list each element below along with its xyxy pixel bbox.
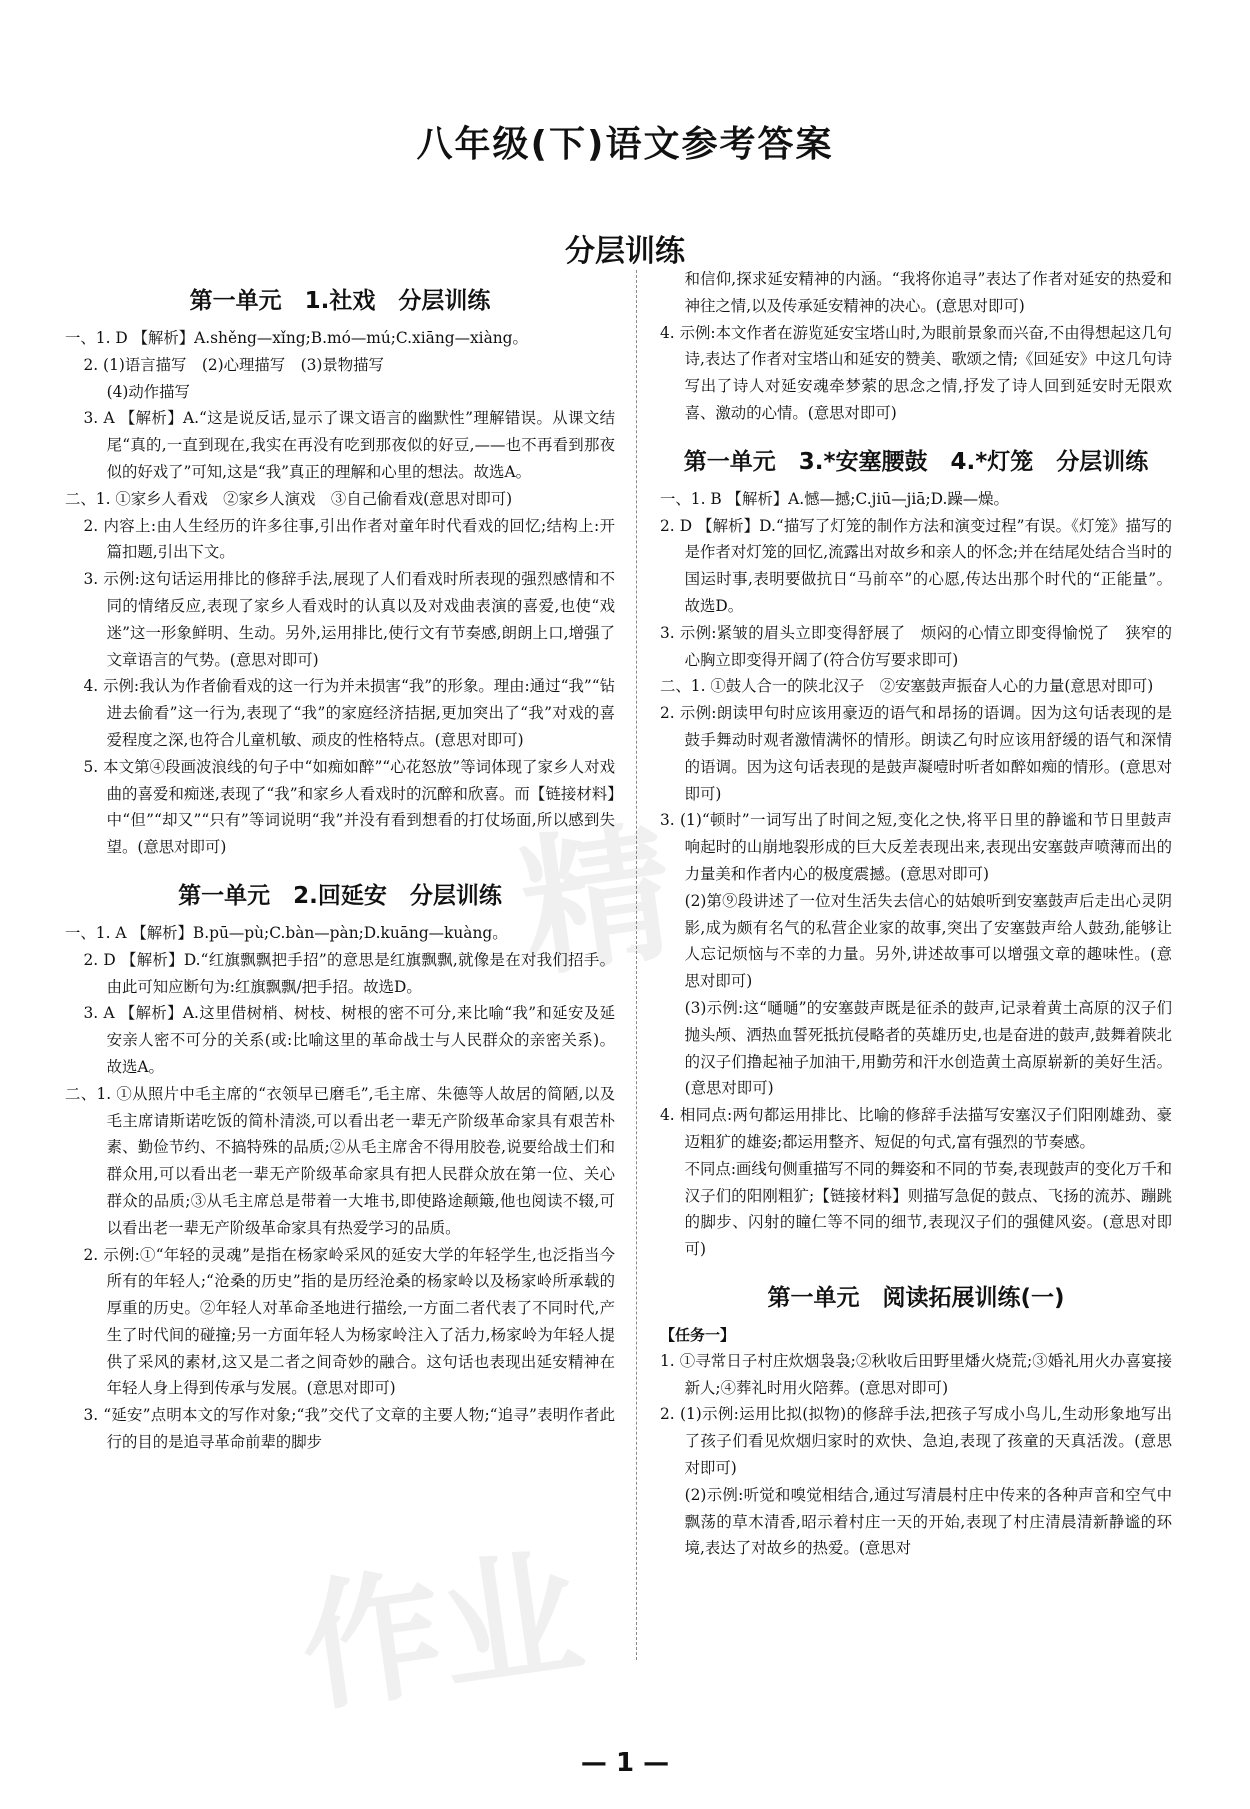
answer-paragraph: 3. “延安”点明本文的写作对象;“我”交代了文章的主要人物;“追寻”表明作者此行的目的是追寻革命前辈的脚步 — [83, 1406, 615, 1452]
answer-paragraph: 一、1. B 【解析】A.憾—撼;C.jiū—jiā;D.躁—燥。 — [660, 489, 1009, 508]
watermark-glyph: 作业 — [291, 1532, 592, 1733]
answer-paragraph: 3. 示例:紧皱的眉头立即变得舒展了 烦闷的心情立即变得愉悦了 狭窄的心胸立即变得开阔了(符合仿写要求即可) — [660, 623, 1172, 669]
answer-paragraph: 3. (1)“顿时”一词写出了时间之短,变化之快,将平日里的静谧和节日里鼓声响起时的山崩地裂形成的巨大反差表现出来,表现出安塞鼓声喷薄而出的力量美和作者内心的极度震撼。(意思对即可) — [660, 811, 1172, 883]
answer-paragraph: 5. 本文第④段画波浪线的句子中“如痴如醉”“心花怒放”等词体现了家乡人对戏曲的喜爱和痴迷,表现了“我”和家乡人看戏时的沉醉和欣喜。而【链接材料】中“但”“却又”“只有”等词说明“我”并没有看到想看的打仗场面,所以感到失望。(意思对即可) — [83, 757, 615, 857]
answer-paragraph: 4. 示例:我认为作者偷看戏的这一行为并未损害“我”的形象。理由:通过“我”“钻进去偷看”这一行为,表现了“我”的家庭经济拮据,更加突出了“我”对戏的喜爱程度之深,也符合儿童机敏、顽皮的性格特点。(意思对即可) — [83, 677, 615, 749]
answer-paragraph: 4. 相同点:两句都运用排比、比喻的修辞手法描写安塞汉子们阳刚雄劲、豪迈粗犷的雄姿;都运用整齐、短促的句式,富有强烈的节奏感。 — [660, 1106, 1172, 1151]
answer-paragraph: 2. 内容上:由人生经历的许多往事,引出作者对童年时代看戏的回忆;结构上:开篇扣题,引出下文。 — [83, 516, 615, 562]
answer-paragraph: 4. 示例:本文作者在游览延安宝塔山时,为眼前景象而兴奋,不由得想起这几句诗,表达了作者对宝塔山和延安的赞美、歌颂之情;《回延安》中这几句诗写出了诗人对延安魂牵梦萦的思念之情,抒发了诗人回到延安时无限欢喜、激动的心情。(意思对即可) — [660, 323, 1172, 422]
page-number: — 1 — — [580, 1748, 670, 1778]
column-divider — [636, 270, 637, 1660]
answer-paragraph: 和信仰,探求延安精神的内涵。“我将你追寻”表达了作者对延安的热爱和神往之情,以及传承延安精神的决心。(意思对即可) — [684, 270, 1172, 315]
unit-heading: 第一单元 阅读拓展训练(一) — [767, 1284, 1065, 1311]
answer-paragraph: 2. D 【解析】D.“描写了灯笼的制作方法和演变过程”有误。《灯笼》描写的是作者对灯笼的回忆,流露出对故乡和亲人的怀念;并在结尾处结合当时的国运时事,表明要做抗日“马前卒”的心愿,传达出那个时代的“正能量”。故选D。 — [660, 516, 1172, 615]
answer-paragraph: 二、1. ①鼓人合一的陕北汉子 ②安塞鼓声振奋人心的力量(意思对即可) — [660, 677, 1154, 696]
section-title: 分层训练 — [565, 234, 685, 269]
unit-heading: 第一单元 1.社戏 分层训练 — [189, 288, 491, 314]
answer-paragraph: 3. 示例:这句话运用排比的修辞手法,展现了人们看戏时所表现的强烈感情和不同的情绪反应,表现了家乡人看戏时的认真以及对戏曲表演的喜爱,也使“戏迷”这一形象鲜明、生动。另外,运用排比,使行文有节奏感,朗朗上口,增强了文章语言的气势。(意思对即可) — [83, 570, 615, 669]
left-column — [65, 266, 615, 1456]
unit-heading: 第一单元 2.回延安 分层训练 — [178, 882, 502, 909]
answer-paragraph: 3. A 【解析】A.“这是说反话,显示了课文语言的幽默性”理解错误。从课文结尾“真的,一直到现在,我实在再没有吃到那夜似的好豆,——也不再看到那夜似的好戏了”可知,这是“我”真正的理解和心里的想法。故选A。 — [83, 409, 615, 481]
answer-paragraph: (4)动作描写 — [106, 382, 190, 401]
answer-paragraph: 2. (1)语言描写 (2)心理描写 (3)景物描写 — [83, 355, 384, 374]
answer-paragraph: 二、1. ①从照片中毛主席的“衣领早已磨毛”,毛主席、朱德等人故居的简陋,以及毛主席请斯诺吃饭的简朴清淡,可以看出老一辈无产阶级革命家具有艰苦朴素、勤俭节约、不搞特殊的品质;②从毛主席舍不得用胶卷,说要给战士们和群众用,可以看出老一辈无产阶级革命家具有把人民群众放在第一位、关心群众的品质;③从毛主席总是带着一大堆书,即使路途颠簸,他也阅读不辍,可以看出老一辈无产阶级革命家具有热爱学习的品质。 — [65, 1084, 615, 1237]
answer-paragraph: 二、1. ①家乡人看戏 ②家乡人演戏 ③自己偷看戏(意思对即可) — [65, 489, 513, 508]
task-label: 【任务一】 — [660, 1325, 736, 1344]
answer-paragraph: 3. A 【解析】A.这里借树梢、树枝、树根的密不可分,来比喻“我”和延安及延安亲人密不可分的关系(或:比喻这里的革命战士与人民群众的亲密关系)。故选A。 — [83, 1004, 615, 1076]
watermark-glyph: 精 — [510, 805, 684, 999]
answer-paragraph: (2)第⑨段讲述了一位对生活失去信心的姑娘听到安塞鼓声后走出心灵阴影,成为颇有名气的私营企业家的故事,突出了安塞鼓声给人鼓劲,能够让人忘记烦恼与不幸的力量。另外,讲述故事可以增强文章的趣味性。(意思对即可) — [684, 891, 1172, 991]
answer-paragraph: 一、1. A 【解析】B.pū—pù;C.bàn—pàn;D.kuāng—kuàng。 — [65, 923, 508, 942]
answer-paragraph: 1. ①寻常日子村庄炊烟袅袅;②秋收后田野里燔火烧荒;③婚礼用火办喜宴接新人;④葬礼时用火陪葬。(意思对即可) — [660, 1351, 1172, 1397]
answer-paragraph: 不同点:画线句侧重描写不同的舞姿和不同的节奏,表现鼓声的变化万千和汉子们的阳刚粗犷;【链接材料】则描写急促的鼓点、飞扬的流苏、蹦跳的脚步、闪射的瞳仁等不同的细节,表现汉子们的强健风姿。(意思对即可) — [684, 1159, 1172, 1259]
unit-heading: 第一单元 3.*安塞腰鼓 4.*灯笼 分层训练 — [683, 448, 1149, 475]
answer-paragraph: 2. (1)示例:运用比拟(拟物)的修辞手法,把孩子写成小鸟儿,生动形象地写出了孩子们看见炊烟归家时的欢快、急迫,表现了孩童的天真活泼。(意思对即可) — [660, 1405, 1172, 1478]
answer-paragraph: (3)示例:这“嗵嗵”的安塞鼓声既是征杀的鼓声,记录着黄土高原的汉子们抛头颅、洒热血誓死抵抗侵略者的英雄历史,也是奋进的鼓声,鼓舞着陕北的汉子们撸起袖子加油干,用勤劳和汗水创造黄土高原崭新的美好生活。(意思对即可) — [684, 998, 1172, 1098]
answer-paragraph: 2. D 【解析】D.“红旗飘飘把手招”的意思是红旗飘飘,就像是在对我们招手。由此可知应断句为:红旗飘飘/把手招。故选D。 — [83, 950, 615, 996]
page-title: 八年级(下)语文参考答案 — [416, 124, 834, 165]
answer-paragraph: 一、1. D 【解析】A.shěng—xǐng;B.mó—mú;C.xiāng—xiàng。 — [65, 329, 528, 347]
right-column — [660, 266, 1172, 1562]
answer-paragraph: 2. 示例:①“年轻的灵魂”是指在杨家岭采风的延安大学的年轻学生,也泛指当今所有的年轻人;“沧桑的历史”指的是历经沧桑的杨家岭以及杨家岭所承载的厚重的历史。②年轻人对革命圣地进行描绘,一方面二者代表了不同时代,产生了时代间的碰撞;另一方面年轻人为杨家岭注入了活力,杨家岭为年轻人提供了采风的素材,这又是二者之间奇妙的融合。这句话也表现出延安精神在年轻人身上得到传承与发展。(意思对即可) — [83, 1245, 615, 1398]
answer-paragraph: 2. 示例:朗读甲句时应该用豪迈的语气和昂扬的语调。因为这句话表现的是鼓手舞动时观者激情满怀的情形。朗读乙句时应该用舒缓的语气和深情的语调。因为这句话表现的是鼓声凝噎时听者如醉如痴的情形。(意思对即可) — [660, 704, 1172, 803]
answer-paragraph: (2)示例:听觉和嗅觉相结合,通过写清晨村庄中传来的各种声音和空气中飘荡的草木清香,昭示着村庄一天的开始,表现了村庄清晨清新静谧的环境,表达了对故乡的热爱。(意思对 — [684, 1485, 1172, 1558]
